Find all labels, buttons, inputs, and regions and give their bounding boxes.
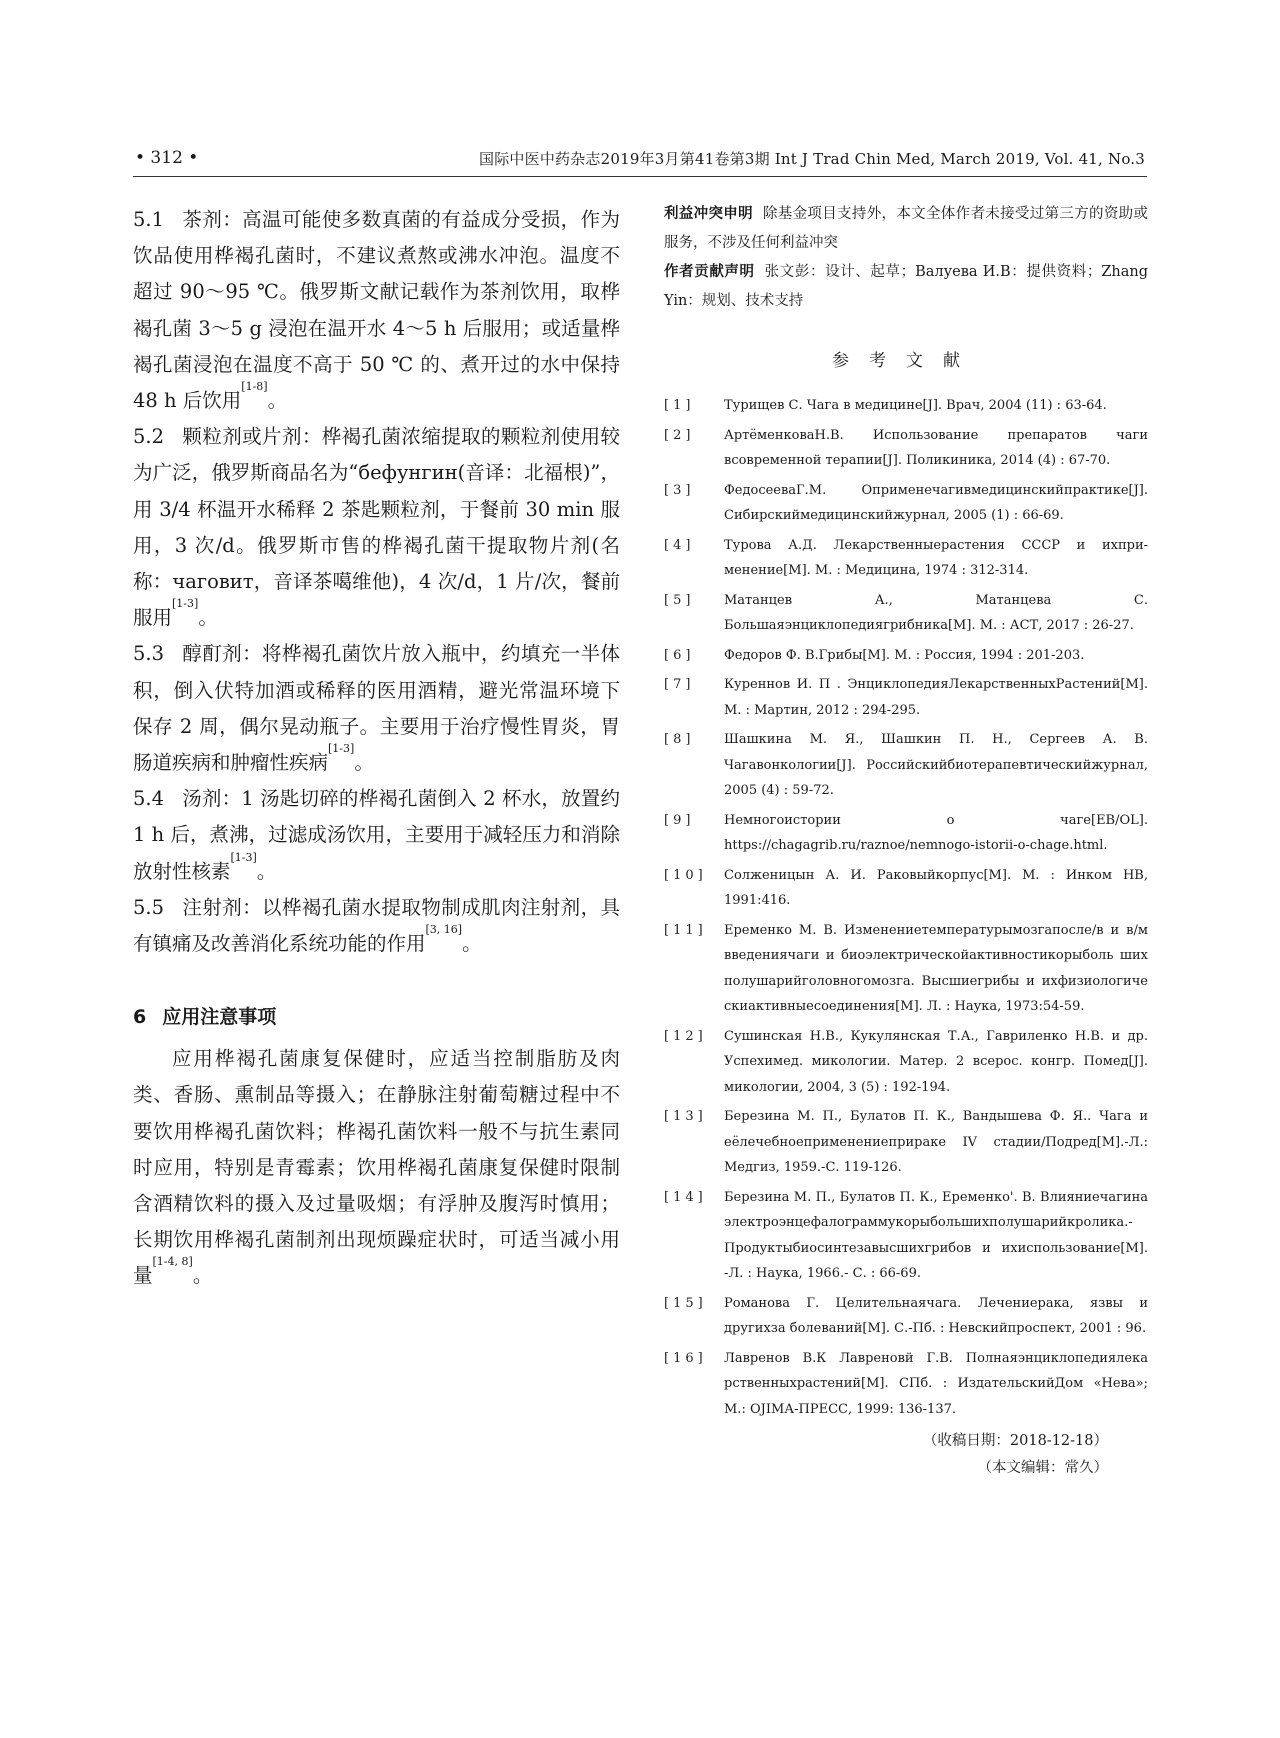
citation[interactable]: [1-3] <box>230 850 257 864</box>
paragraph-number: 5.3 <box>133 642 165 666</box>
citation[interactable]: [3, 16] <box>425 923 463 937</box>
reference-text: Березина М. П., Булатов П. К., Вандышева Ф. Я.. Чага и еёлечебноеприменениеприраке IV стадии/Подред[M].-Л.: Медгиз, 1959.-С. 119-126. <box>724 1109 1148 1175</box>
editor-credit: （本文编辑：常久） <box>977 1460 1108 1476</box>
reference-text[interactable]: Немногоистории о чаге[EB/OL]. https://chagagrib.ru/raznoe/nemnogo-istorii-o-chage.html. <box>724 812 1148 853</box>
reference-text: Куреннов И. П . ЭнциклопедияЛекарственныхРастений[M]. М. : Мартин, 2012 : 294-295. <box>724 677 1148 718</box>
reference-item <box>664 478 1148 529</box>
paragraph-number: 5.1 <box>133 208 165 231</box>
reference-number: [6] <box>664 647 695 663</box>
references-heading: 参考文献 <box>832 351 980 371</box>
reference-item <box>664 423 1148 474</box>
reference-number: [9] <box>664 812 695 828</box>
section-6-heading <box>133 1002 620 1029</box>
page-number: • 312 • <box>135 148 199 168</box>
punctuation: 。 <box>256 859 277 883</box>
reference-item <box>664 1346 1148 1423</box>
contrib-text: 张文彭：设计、起草；Валуева И.В：提供资料；Zhang Yin：规划、技术支持 <box>664 264 1149 309</box>
reference-text: Березина М. П., Булатов П. К., Еременко'. В. Влияниечагина электроэнцефалограммукорыбольшихполушарийкролика.-Продуктыбиосинтезавысшихгрибов и ихиспользование[M]. -Л. : Наука, 1966.- С. : 66-69. <box>724 1189 1148 1281</box>
paragraph-5-1 <box>133 202 620 419</box>
reference-number: [1] <box>664 398 695 413</box>
punctuation: 。 <box>192 1264 213 1288</box>
paragraph-text: 汤剂：1 汤匙切碎的桦褐孔菌倒入 2 杯水，放置约 1 h 后，煮沸，过滤成汤饮用，主要用于减轻压力和消除放射性核素 <box>133 787 620 883</box>
reference-list <box>664 393 1148 1422</box>
coi-label: 利益冲突申明 <box>664 206 753 222</box>
reference-item <box>664 643 1148 669</box>
reference-text: Романова Г. Целительнаячага. Лечениерака, язвы и другихза болеваний[M]. С.-Пб. : Невскийпроспект, 2001 : 96. <box>724 1295 1148 1336</box>
paragraph-5-5 <box>133 890 620 962</box>
right-column <box>664 200 1148 1482</box>
citation[interactable]: [1-3] <box>172 597 199 611</box>
section-6-paragraph <box>133 1041 620 1294</box>
reference-text: Турищев С. Чага в медицине[J]. Врач, 2004 (11) : 63-64. <box>724 398 1107 413</box>
reference-text: Лавренов В.К Лавреновй Г.В. Полнаяэнциклопедиялека рственныхрастений[M]. СПб. : ИздательскийДом «Нева»; М.: ОЈIМА-ПРЕСС, 1999: 136-137. <box>724 1350 1148 1417</box>
reference-item <box>664 808 1148 859</box>
reference-item <box>664 1185 1148 1287</box>
reference-number: [16] <box>664 1350 707 1366</box>
reference-number: [2] <box>664 427 695 443</box>
punctuation: 。 <box>267 389 288 413</box>
reference-text: Шашкина М. Я., Шашкин П. Н., Сергеев А. В. Чагавонкологии[J]. Российскийбиотерапевтическийжурнал, 2005 (4) : 59-72. <box>724 732 1148 798</box>
author-contributions <box>664 258 1148 316</box>
reference-text: Сушинская Н.В., Кукулянская Т.А., Гавриленко Н.В. и др. Успехимед. микологии. Матер. 2 всерос. конгр. Помед[J]. микологии, 2004, 3 (5) : 192-194. <box>724 1028 1148 1095</box>
reference-item <box>664 863 1148 914</box>
contrib-label: 作者贡献声明 <box>664 264 755 280</box>
paragraph-5-2 <box>133 419 620 636</box>
reference-text: Еременко М. В. Изменениетемпературымозгапосле/в и в/м введениячаги и биоэлектрическойактивностикорыболь ших полушарийголовногомозга. Высшиегрибы и ихфизиологиче скиактивныесоединения[M]. Л. : Наука, 1973:54-59. <box>724 922 1148 1014</box>
reference-text: АртёменковаН.В. Использование препаратов чаги всовременной терапии[J]. Поликиника, 2014 (4) : 67-70. <box>724 427 1148 468</box>
journal-citation: 国际中医中药杂志2019年3月第41卷第3期 Int J Trad Chin Med, March 2019, Vol. 41, No.3 <box>479 150 1145 168</box>
reference-number: [13] <box>664 1109 707 1124</box>
reference-text: Турова А.Д. Лекарственныерастения СССР и ихпри-менение[M]. М. : Медицина, 1974 : 312-314. <box>724 537 1148 578</box>
citation[interactable]: [1-3] <box>328 742 355 756</box>
paragraph-5-3 <box>133 636 620 781</box>
running-header <box>135 148 1145 172</box>
paragraph-text: 应用桦褐孔菌康复保健时，应适当控制脂肪及肉类、香肠、熏制品等摄入；在静脉注射葡萄糖过程中不要饮用桦褐孔菌饮料；桦褐孔菌饮料一般不与抗生素同时应用，特别是青霉素；饮用桦褐孔菌康复保健时限制含酒精饮料的摄入及过量吸烟；有浮肿及腹泻时慎用；长期饮用桦褐孔菌制剂出现烦躁症状时，可适当减小用量 <box>133 1047 620 1288</box>
paragraph-number: 5.5 <box>133 895 165 919</box>
reference-item <box>664 588 1148 639</box>
reference-item <box>664 672 1148 723</box>
paragraph-number: 5.4 <box>133 787 165 811</box>
reference-text: Федоров Ф. В.Грибы[M]. М. : Россия, 1994 : 201-203. <box>724 647 1085 663</box>
section-number: 6 <box>133 1006 147 1029</box>
paragraph-number: 5.2 <box>133 425 165 449</box>
reference-text: ФедосееваГ.М. Оприменечагивмедицинскийпрактике[J]. Сибирскиймедицинскийжурнал, 2005 (1) : 66-69. <box>724 482 1148 523</box>
reference-item <box>664 1291 1148 1342</box>
reference-number: [12] <box>664 1028 707 1044</box>
reference-text: Матанцев А., Матанцева С. Большаяэнциклопедиягрибника[M]. М. : АСТ, 2017 : 26-27. <box>724 592 1148 633</box>
reference-item <box>664 393 1148 419</box>
header-rule <box>133 176 1147 177</box>
reference-text: Солженицын А. И. Раковыйкорпус[M]. М. : Инком НВ, 1991:416. <box>724 867 1148 908</box>
reference-number: [15] <box>664 1295 707 1311</box>
section-title: 应用注意事项 <box>162 1006 277 1029</box>
reference-number: [3] <box>664 482 695 498</box>
citation[interactable]: [1-4, 8] <box>152 1255 193 1269</box>
paragraph-5-4 <box>133 781 620 890</box>
reference-item <box>664 727 1148 804</box>
left-column <box>133 202 620 1295</box>
punctuation: 。 <box>354 751 374 775</box>
citation[interactable]: [1-8] <box>241 380 268 394</box>
reference-number: [8] <box>664 732 695 747</box>
paragraph-text: 醇酊剂：将桦褐孔菌饮片放入瓶中，约填充一半体积，倒入伏特加酒或稀释的医用酒精，避光常温环境下保存 2 周，偶尔晃动瓶子。主要用于治疗慢性胃炎，胃肠道疾病和肿瘤性疾病 <box>133 642 620 775</box>
reference-item <box>664 1024 1148 1101</box>
paragraph-text: 茶剂：高温可能使多数真菌的有益成分受损，作为饮品使用桦褐孔菌时，不建议煮熬或沸水冲泡。温度不超过 90～95 ℃。俄罗斯文献记载作为茶剂饮用，取桦褐孔菌 3～5 g 浸泡在温开水 4～5 h 后服用；或适量桦褐孔菌浸泡在温度不高于 50 ℃ 的、煮开过的水中保持 48 h 后饮用 <box>133 208 620 413</box>
reference-item <box>664 918 1148 1020</box>
punctuation: 。 <box>198 606 218 630</box>
coi-text: 除基金项目支持外，本文全体作者未接受过第三方的资助或服务，不涉及任何利益冲突 <box>664 206 1148 251</box>
reference-number: [4] <box>664 537 695 553</box>
reference-number: [7] <box>664 677 695 692</box>
reference-item <box>664 533 1148 584</box>
paragraph-text: 颗粒剂或片剂：桦褐孔菌浓缩提取的颗粒剂使用较为广泛，俄罗斯商品名为“бефунгин(音译：北福根)”，用 3/4 杯温开水稀释 2 茶匙颗粒剂，于餐前 30 min 服用，3 次/d。俄罗斯市售的桦褐孔菌干提取物片剂(名称：чаговит，音译茶噶维他)，4 次/d，1 片/次，餐前服用 <box>133 425 620 630</box>
reference-item <box>664 1104 1148 1181</box>
reference-number: [11] <box>664 922 707 938</box>
paragraph-text: 注射剂：以桦褐孔菌水提取物制成肌肉注射剂，具有镇痛及改善消化系统功能的作用 <box>133 895 620 956</box>
reference-number: [14] <box>664 1189 707 1205</box>
received-date: （收稿日期：2018-12-18） <box>922 1433 1108 1449</box>
punctuation: 。 <box>462 932 482 956</box>
reference-number: [10] <box>664 867 707 883</box>
conflict-of-interest <box>664 200 1148 258</box>
reference-number: [5] <box>664 592 695 608</box>
